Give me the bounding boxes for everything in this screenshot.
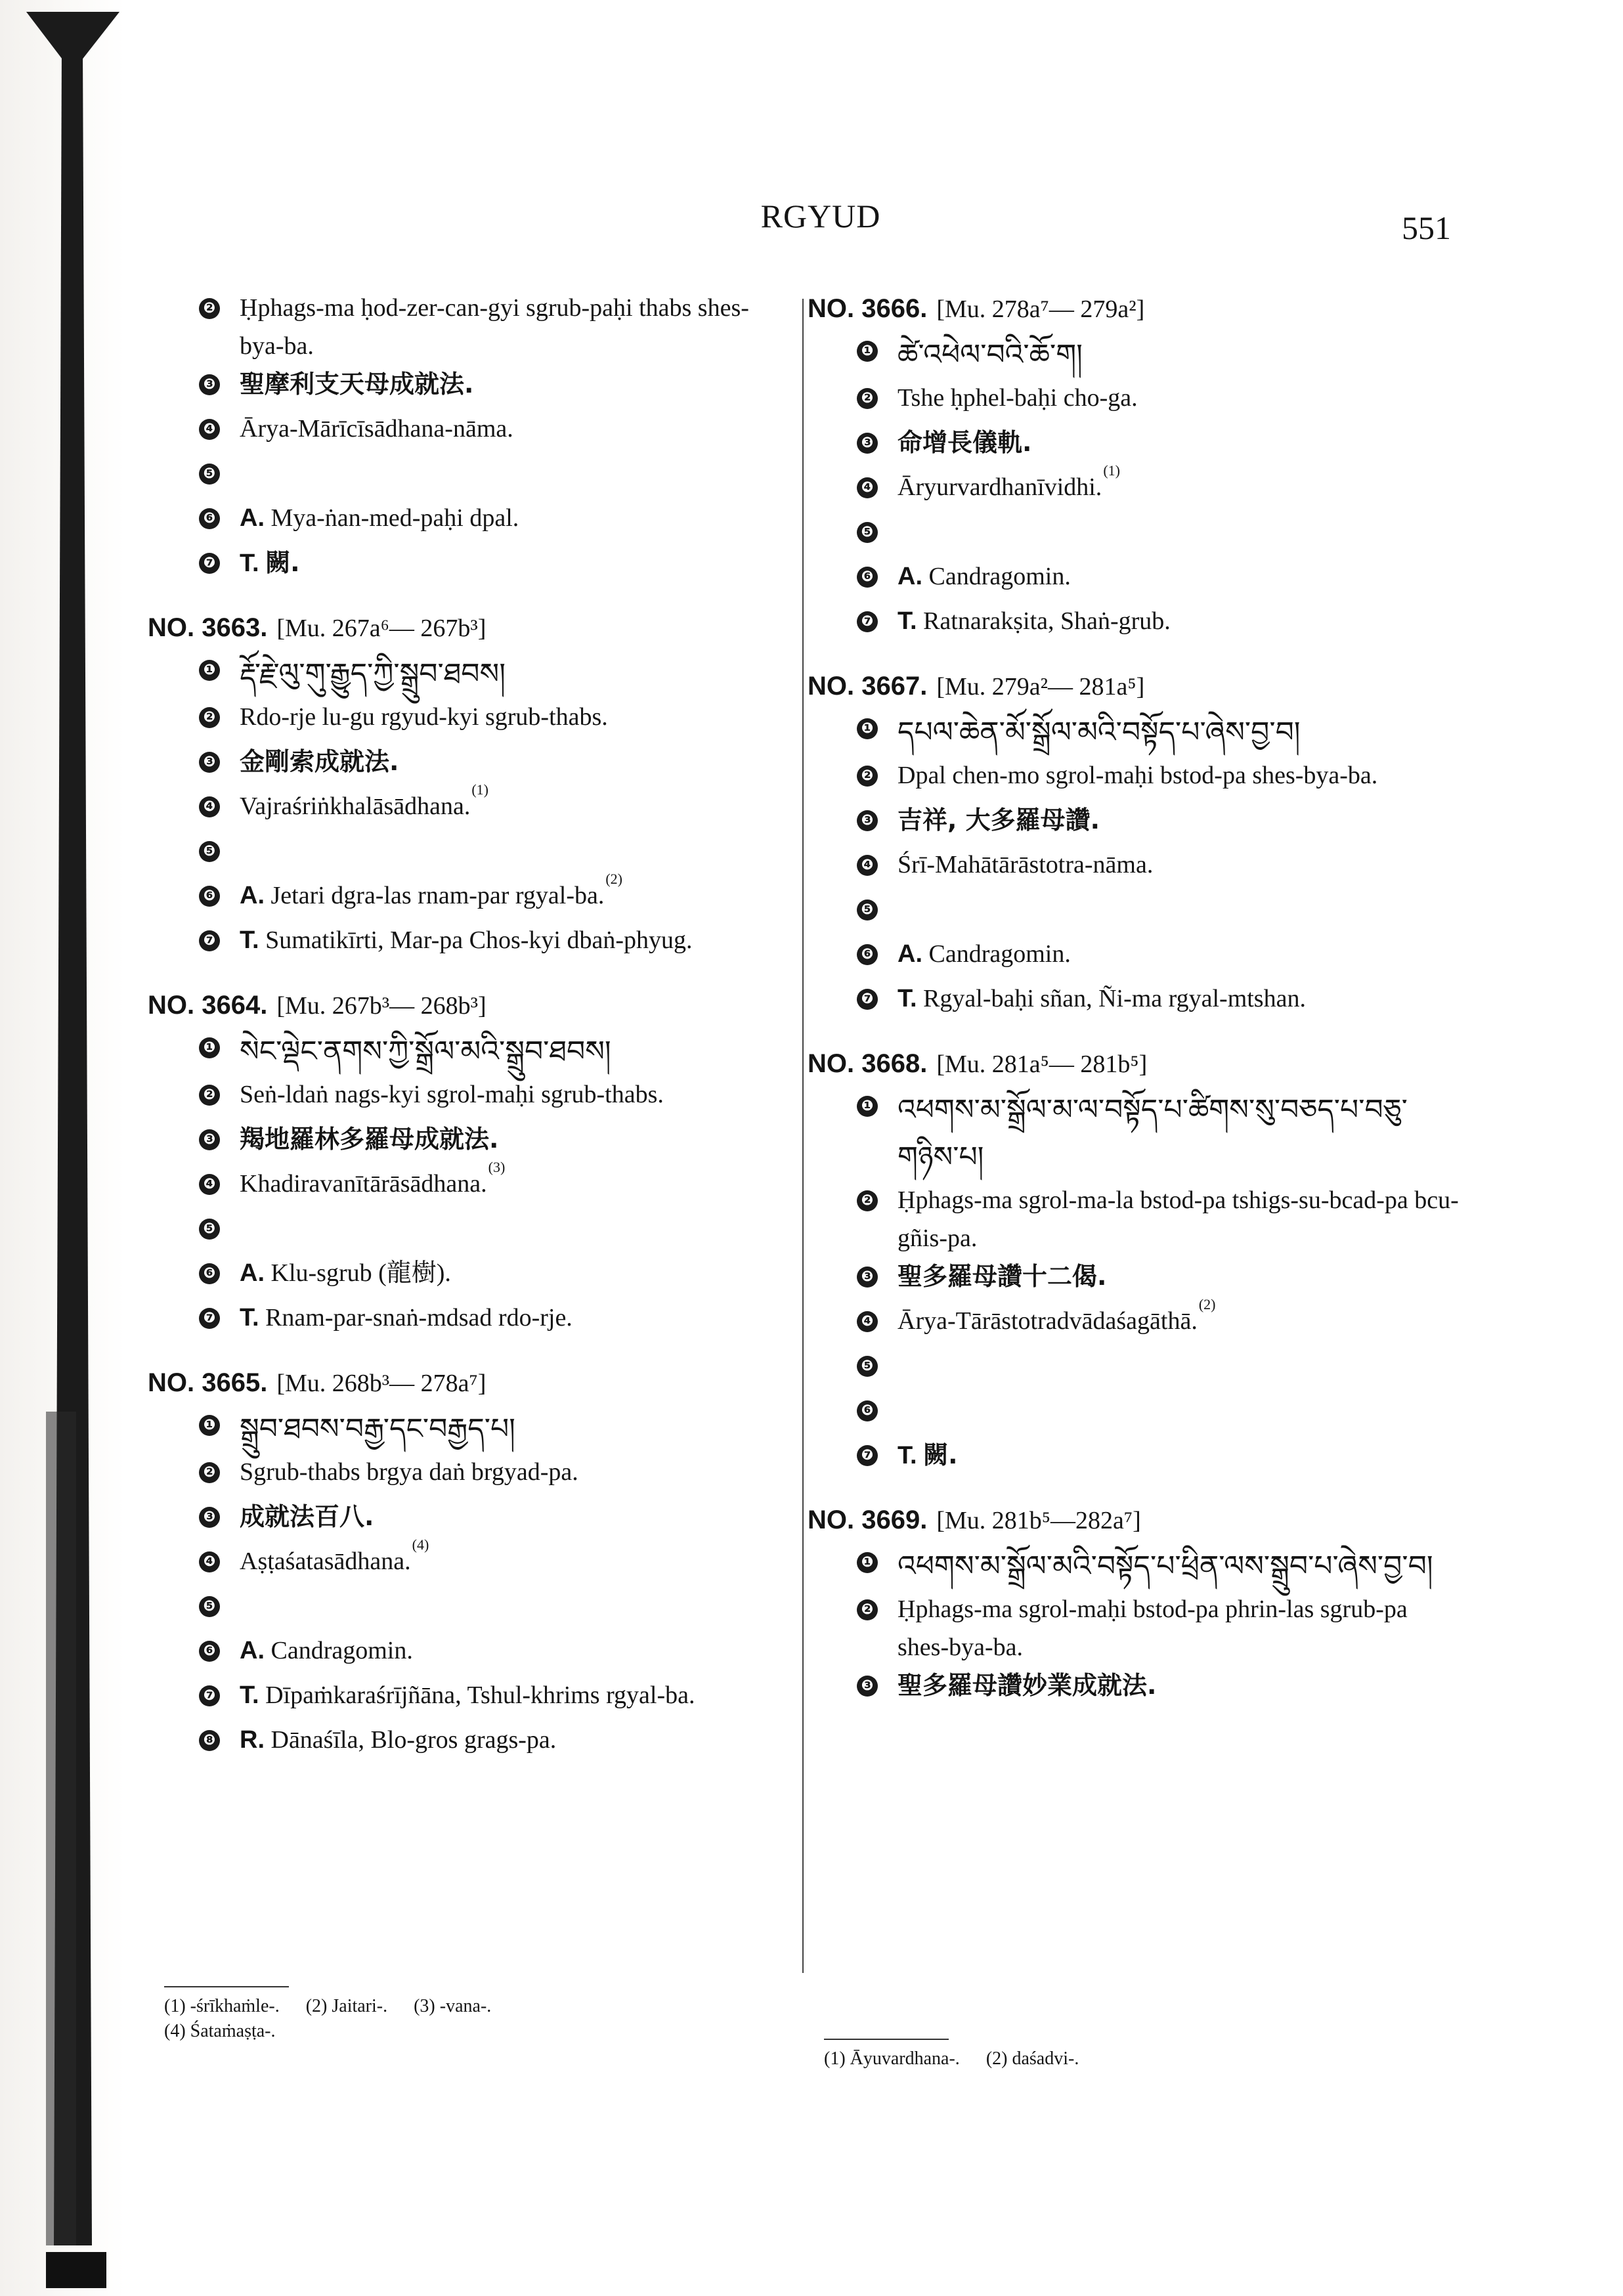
entry-line (148, 871, 788, 921)
item-number-icon: ❺ (857, 1356, 878, 1377)
entry-line (808, 980, 1464, 1024)
line-text: 命增長儀軌. (898, 428, 1032, 457)
item-number-icon: ❼ (857, 989, 878, 1010)
entry-line (148, 1536, 788, 1587)
entry-line (808, 1257, 1464, 1302)
item-number-icon: ❺ (857, 522, 878, 543)
footnote: (2) daśadvi-. (985, 2048, 1079, 2069)
role-label: A. (240, 504, 265, 532)
footnote-rule (164, 1986, 289, 1987)
entry-line (148, 1209, 788, 1254)
line-text: Ārya-Mārīcīsādhana-nāma. (240, 415, 513, 443)
item-number-icon: ❹ (199, 1174, 220, 1195)
item-number-icon: ❸ (857, 1676, 878, 1697)
entry-line (148, 1406, 788, 1453)
footnote: (3) -vana-. (414, 1996, 492, 2016)
line-text: Sgrub-thabs brgya daṅ brgyad-pa. (240, 1458, 578, 1486)
catalog-entry (148, 986, 788, 1343)
catalog-entry (148, 608, 788, 966)
footnote: (1) -śrīkhaṁle-. (164, 1996, 280, 2016)
role-label: A. (240, 882, 265, 909)
item-number-icon: ❹ (857, 1311, 878, 1332)
line-text: 聖多羅母讚妙業成就法. (898, 1671, 1157, 1700)
role-label: T. (898, 985, 917, 1012)
entry-line (808, 935, 1464, 980)
running-head: RGYUD (760, 198, 881, 234)
entry-line (808, 1391, 1464, 1436)
line-text: 闕. (923, 1440, 958, 1469)
entry-line (808, 332, 1464, 379)
catalog-entry (808, 289, 1464, 647)
item-number-icon: ❶ (857, 1096, 878, 1117)
entry-number: NO. 3664. (148, 991, 268, 1020)
item-number-icon: ❸ (857, 810, 878, 831)
entry-line (148, 365, 788, 410)
note-marker: (4) (412, 1536, 429, 1553)
entry-number: NO. 3666. (808, 294, 928, 323)
item-number-icon: ❹ (199, 1551, 220, 1572)
role-label: A. (898, 563, 922, 590)
role-label: T. (240, 1304, 259, 1332)
role-label: A. (240, 1259, 265, 1287)
tibetan-title: སེང་ལྡེང་ནགས་ཀྱི་སྒྲོལ་མའི་སྒྲུབ་ཐབས། (240, 1035, 611, 1068)
item-number-icon: ❺ (199, 1219, 220, 1240)
entry-heading (808, 666, 1464, 706)
line-text: Mya-ṅan-med-paḥi dpal. (270, 504, 519, 532)
item-number-icon: ❺ (199, 841, 220, 862)
line-text: Rnam-par-snaṅ-mdsad rdo-rje. (265, 1304, 573, 1332)
item-number-icon: ❸ (199, 1129, 220, 1150)
line-text: Aṣṭaśatasādhana. (240, 1548, 411, 1575)
item-number-icon: ❼ (857, 1445, 878, 1466)
footnote: (2) Jaitari-. (305, 1996, 388, 2016)
line-text: Candragomin. (928, 940, 1071, 968)
item-number-icon: ❶ (199, 1415, 220, 1436)
entry-line (148, 781, 788, 832)
entry-line (808, 890, 1464, 935)
entry-line (808, 1181, 1464, 1257)
line-text: Dpal chen-mo sgrol-maḥi bstod-pa shes-bya-ba. (898, 762, 1378, 789)
line-text: Candragomin. (928, 563, 1071, 590)
item-number-icon: ❼ (199, 553, 220, 574)
item-number-icon: ❸ (199, 374, 220, 395)
entry-line (148, 1254, 788, 1299)
item-number-icon: ❷ (199, 1085, 220, 1106)
right-footnotes (824, 2039, 1415, 2071)
line-text: 金剛索成就法. (240, 747, 399, 776)
tibetan-title: དཔལ་ཆེན་མོ་སྒྲོལ་མའི་བསྟོད་པ་ཞེས་བྱ་བ། (898, 716, 1301, 749)
item-number-icon: ❽ (199, 1730, 220, 1751)
entry-line (148, 832, 788, 877)
line-text: Śrī-Mahātārāstotra-nāma. (898, 851, 1154, 878)
entry-number: NO. 3665. (148, 1368, 268, 1397)
entry-line (148, 1120, 788, 1165)
entry-reference: [Mu. 279a²— 281a⁵] (936, 673, 1145, 701)
footnote: (4) Śataṁaṣṭa-. (164, 2021, 276, 2041)
entry-line (148, 1498, 788, 1542)
column-divider (802, 299, 804, 1973)
entry-reference: [Mu. 268b³— 278a⁷] (276, 1370, 487, 1397)
entry-line (808, 846, 1464, 890)
entry-line (808, 513, 1464, 557)
role-label: A. (240, 1637, 265, 1664)
entry-line (148, 499, 788, 544)
line-text: Ḥphags-ma sgrol-ma-la bstod-pa tshigs-su-bcad-pa bcu-gñis-pa. (898, 1186, 1459, 1252)
entry-reference: [Mu. 267a⁶— 267b³] (276, 615, 487, 642)
item-number-icon: ❸ (857, 433, 878, 454)
entry-line (148, 743, 788, 787)
entry-reference: [Mu. 278a⁷— 279a²] (936, 295, 1145, 323)
catalog-entry (808, 666, 1464, 1024)
item-number-icon: ❷ (857, 1190, 878, 1211)
entry-reference: [Mu. 281a⁵— 281b⁵] (936, 1051, 1148, 1078)
note-marker: (3) (488, 1159, 506, 1175)
catalog-entry (808, 1500, 1464, 1711)
entry-number: NO. 3668. (808, 1049, 928, 1078)
tibetan-title: ཚེ་འཕེལ་བའི་ཆོ་ག། (898, 338, 1083, 372)
item-number-icon: ❶ (857, 1552, 878, 1573)
item-number-icon: ❷ (857, 388, 878, 409)
entry-line (808, 709, 1464, 756)
left-column (148, 289, 788, 1785)
entry-line (808, 1296, 1464, 1347)
entry-line (808, 557, 1464, 602)
line-text: Klu-sgrub (龍樹). (270, 1259, 451, 1287)
item-number-icon: ❼ (199, 1685, 220, 1706)
item-number-icon: ❺ (857, 899, 878, 921)
entry-line (148, 698, 788, 743)
right-column (808, 289, 1464, 1731)
entry-line (808, 801, 1464, 846)
role-label: T. (898, 1442, 917, 1469)
entry-reference: [Mu. 267b³— 268b³] (276, 992, 487, 1020)
item-number-icon: ❷ (199, 707, 220, 728)
item-number-icon: ❷ (857, 766, 878, 787)
line-text: Jetari dgra-las rnam-par rgyal-ba. (270, 882, 605, 909)
line-text: 成就法百八. (240, 1502, 374, 1531)
note-marker: (2) (605, 871, 622, 887)
item-number-icon: ❹ (199, 796, 220, 817)
item-number-icon: ❶ (199, 660, 220, 681)
line-text: Seṅ-ldaṅ nags-kyi sgrol-maḥi sgrub-thabs. (240, 1081, 664, 1108)
item-number-icon: ❻ (857, 1400, 878, 1421)
line-text: Ḥphags-ma ḥod-zer-can-gyi sgrub-paḥi thabs shes-bya-ba. (240, 294, 749, 360)
binding-ornament (0, 0, 125, 2296)
tibetan-title: འཕགས་མ་སྒྲོལ་མ་ལ་བསྟོད་པ་ཚིགས་སུ་བཅད་པ་བཅུ་གཉིས་པ། (898, 1093, 1408, 1174)
line-text: 吉祥, 大多羅母讚. (898, 806, 1100, 834)
line-text: 聖摩利支天母成就法. (240, 370, 474, 399)
line-text: Rdo-rje lu-gu rgyud-kyi sgrub-thabs. (240, 703, 608, 731)
item-number-icon: ❻ (857, 567, 878, 588)
entry-line (148, 544, 788, 588)
entry-line (808, 1590, 1464, 1666)
role-label: T. (240, 1681, 259, 1709)
line-text: Tshe ḥphel-baḥi cho-ga. (898, 384, 1138, 412)
item-number-icon: ❸ (857, 1267, 878, 1288)
entry-number: NO. 3663. (148, 613, 268, 642)
role-label: A. (898, 940, 922, 968)
role-label: R. (240, 1726, 265, 1754)
entry-line (808, 462, 1464, 513)
item-number-icon: ❻ (857, 944, 878, 965)
line-text: Candragomin. (270, 1637, 413, 1664)
entry-number: NO. 3667. (808, 672, 928, 701)
entry-line (808, 1436, 1464, 1481)
entry-number: NO. 3669. (808, 1505, 928, 1534)
item-number-icon: ❻ (199, 1263, 220, 1284)
entry-line (148, 1159, 788, 1209)
entry-heading (808, 289, 1464, 329)
footnote: (1) Āyuvardhana-. (824, 2048, 960, 2069)
role-label: T. (240, 550, 259, 577)
entry-heading (148, 1363, 788, 1403)
entry-line (808, 602, 1464, 647)
entry-line (808, 379, 1464, 423)
role-label: T. (898, 607, 917, 635)
item-number-icon: ❼ (199, 1308, 220, 1329)
item-number-icon: ❶ (857, 341, 878, 362)
entry-line (148, 921, 788, 966)
item-number-icon: ❷ (199, 298, 220, 319)
tibetan-title: འཕགས་མ་སྒྲོལ་མའི་བསྟོད་པ་ཕྲིན་ལས་སྒྲུབ་པ་ཞེས་བྱ་བ། (898, 1549, 1433, 1583)
entry-line (808, 423, 1464, 468)
entry-line (148, 1028, 788, 1075)
entry-line (148, 1299, 788, 1343)
entry-line (808, 1666, 1464, 1711)
entry-line (148, 410, 788, 454)
note-marker: (1) (471, 781, 489, 798)
item-number-icon: ❻ (199, 508, 220, 529)
item-number-icon: ❹ (857, 477, 878, 498)
footnote-rule (824, 2039, 949, 2040)
item-number-icon: ❼ (857, 611, 878, 632)
line-text: Rgyal-baḥi sñan, Ñi-ma rgyal-mtshan. (923, 985, 1306, 1012)
line-text: Dānaśīla, Blo-gros grags-pa. (270, 1726, 557, 1754)
tibetan-title: སྒྲུབ་ཐབས་བརྒྱ་དང་བརྒྱད་པ། (240, 1412, 515, 1446)
entry-line (148, 1587, 788, 1632)
item-number-icon: ❸ (199, 752, 220, 773)
catalog-entry (808, 1044, 1464, 1481)
entry-continuation (148, 289, 788, 588)
line-text: Vajraśriṅkhalāsādhana. (240, 792, 471, 820)
line-text: Ḥphags-ma sgrol-maḥi bstod-pa phrin-las sgrub-pa shes-bya-ba. (898, 1595, 1408, 1661)
line-text: Āryurvardhanīvidhi. (898, 473, 1102, 501)
item-number-icon: ❷ (857, 1599, 878, 1620)
entry-line (808, 1543, 1464, 1590)
line-text: Ratnarakṣita, Shaṅ-grub. (923, 607, 1171, 635)
item-number-icon: ❼ (199, 930, 220, 951)
entry-line (148, 1453, 788, 1498)
line-text: 羯地羅林多羅母成就法. (240, 1125, 499, 1154)
note-marker: (1) (1103, 462, 1120, 479)
role-label: T. (240, 926, 259, 954)
catalog-entry (148, 1363, 788, 1765)
item-number-icon: ❻ (199, 1641, 220, 1662)
item-number-icon: ❸ (199, 1507, 220, 1528)
line-text: Sumatikīrti, Mar-pa Chos-kyi dbaṅ-phyug. (265, 926, 693, 954)
entry-heading (808, 1500, 1464, 1540)
item-number-icon: ❺ (199, 464, 220, 485)
line-text: Khadiravanītārāsādhana. (240, 1170, 487, 1198)
entry-line (808, 756, 1464, 801)
note-marker: (2) (1198, 1296, 1216, 1312)
entry-line (148, 1075, 788, 1120)
line-text: Dīpaṁkaraśrījñāna, Tshul-khrims rgyal-ba. (265, 1681, 695, 1709)
entry-line (148, 289, 788, 365)
entry-heading (808, 1044, 1464, 1084)
item-number-icon: ❺ (199, 1596, 220, 1617)
left-footnotes (164, 1986, 755, 2044)
entry-heading (148, 986, 788, 1026)
item-number-icon: ❹ (857, 855, 878, 876)
entry-line (148, 1676, 788, 1721)
entry-reference: [Mu. 281b⁵—282a⁷] (936, 1507, 1141, 1534)
item-number-icon: ❻ (199, 886, 220, 907)
entry-line (148, 454, 788, 499)
entry-line (808, 1347, 1464, 1391)
line-text: 闕. (265, 548, 300, 577)
tibetan-title: རྡོ་རྗེ་ལུ་གུ་རྒྱུད་ཀྱི་སྒྲུབ་ཐབས། (240, 657, 506, 691)
entry-heading (148, 608, 788, 648)
entry-line (148, 1632, 788, 1676)
line-text: Ārya-Tārāstotradvādaśagāthā. (898, 1307, 1198, 1335)
line-text: 聖多羅母讚十二偈. (898, 1262, 1107, 1291)
entry-line (808, 1087, 1464, 1181)
page-number: 551 (1402, 209, 1451, 246)
item-number-icon: ❹ (199, 419, 220, 440)
item-number-icon: ❶ (857, 718, 878, 739)
item-number-icon: ❷ (199, 1462, 220, 1483)
entry-line (148, 1721, 788, 1765)
item-number-icon: ❶ (199, 1037, 220, 1058)
entry-line (148, 651, 788, 698)
page-edge-shadow (0, 0, 125, 2296)
